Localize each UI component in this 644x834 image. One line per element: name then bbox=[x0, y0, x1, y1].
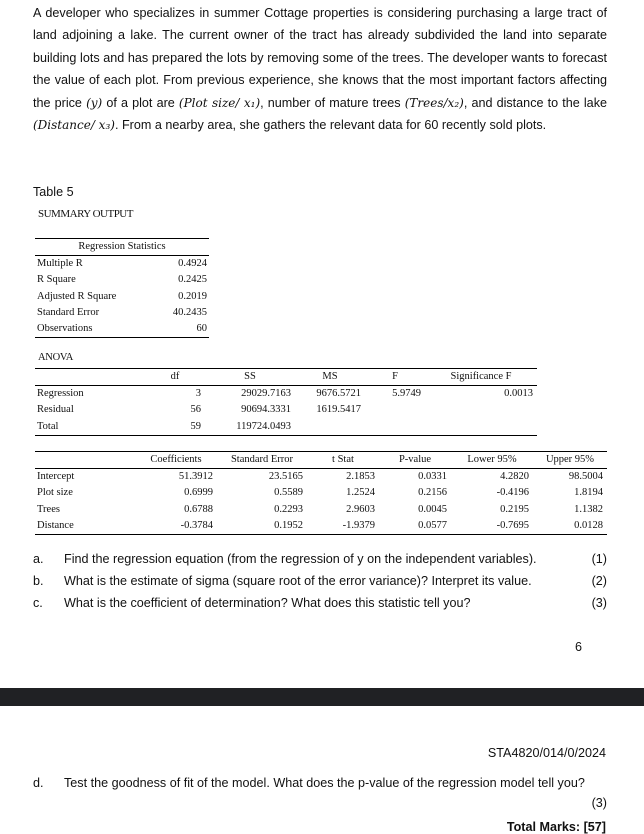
table-cell bbox=[425, 402, 537, 418]
question-text: What is the coefficient of determination? What does this statistic tell you? bbox=[64, 596, 471, 610]
question-mark: (3) bbox=[591, 796, 607, 810]
question-a bbox=[33, 548, 607, 570]
exam-page-2 bbox=[0, 706, 644, 834]
page-number: 6 bbox=[575, 640, 583, 654]
table-cell: -0.4196 bbox=[496, 487, 529, 499]
question-letter: c. bbox=[33, 596, 43, 610]
column-header: df bbox=[145, 369, 205, 386]
question-mark: (1) bbox=[591, 552, 607, 566]
question-text: Find the regression equation (from the regression of y on the independent variables). bbox=[64, 552, 537, 566]
column-header: SS bbox=[205, 369, 295, 386]
table-cell: 0.0128 bbox=[533, 518, 607, 535]
table-row bbox=[35, 469, 607, 486]
regression-statistics-header: Regression Statistics bbox=[35, 239, 209, 256]
question-letter: d. bbox=[33, 776, 44, 790]
regression-statistics-table bbox=[35, 238, 209, 338]
table-cell: 0.0331 bbox=[418, 471, 447, 483]
table-cell: Trees bbox=[37, 503, 60, 515]
table-cell: Distance bbox=[35, 518, 135, 535]
question-mark: (2) bbox=[591, 574, 607, 588]
column-header: MS bbox=[295, 369, 365, 386]
trees-symbol: (Trees/x₂) bbox=[404, 95, 464, 110]
question-text: What is the estimate of sigma (square root of the error variance)? Interpret its value. bbox=[64, 574, 532, 588]
table-cell: 0.0045 bbox=[418, 503, 447, 515]
anova-title: ANOVA bbox=[38, 352, 74, 363]
table-cell: 23.5165 bbox=[268, 471, 303, 483]
paper-code: STA4820/014/0/2024 bbox=[487, 746, 606, 760]
table-cell: 1.1382 bbox=[574, 503, 603, 515]
table-cell: 0.0013 bbox=[504, 388, 533, 400]
table-row bbox=[35, 402, 537, 418]
stat-label: Adjusted R Square bbox=[37, 290, 117, 302]
table-cell: 98.5004 bbox=[568, 471, 603, 483]
table-cell: 1619.5417 bbox=[316, 404, 361, 416]
table-cell: 0.6999 bbox=[184, 487, 213, 499]
table-cell: Plot size bbox=[37, 487, 73, 499]
table-row bbox=[35, 321, 209, 338]
question-b bbox=[33, 570, 607, 592]
table-cell: 2.1853 bbox=[346, 471, 375, 483]
stat-value: 0.2425 bbox=[178, 274, 207, 286]
table-cell: Intercept bbox=[37, 471, 75, 483]
column-header: F bbox=[365, 369, 425, 386]
intro-text-4: , and distance to the lake bbox=[463, 95, 607, 110]
table-cell: 9676.5721 bbox=[316, 388, 361, 400]
table-caption: Table 5 bbox=[33, 185, 74, 199]
table-cell: 0.1952 bbox=[217, 518, 307, 535]
intro-paragraph bbox=[33, 2, 607, 136]
column-header bbox=[35, 452, 135, 469]
page-separator bbox=[0, 688, 644, 706]
column-header: Coefficients bbox=[135, 452, 217, 469]
table-header-row bbox=[35, 369, 537, 386]
table-cell: 0.2293 bbox=[274, 503, 303, 515]
table-cell: -0.7695 bbox=[451, 518, 533, 535]
table-cell bbox=[425, 419, 537, 436]
distance-symbol: (Distance/ x₃) bbox=[33, 118, 115, 133]
stat-label: Standard Error bbox=[37, 306, 100, 318]
table-cell: 29029.7163 bbox=[241, 388, 291, 400]
table-row bbox=[35, 502, 607, 518]
table-cell: Regression bbox=[37, 388, 84, 400]
table-cell: 0.2156 bbox=[418, 487, 447, 499]
table-cell bbox=[295, 419, 365, 436]
anova-table bbox=[35, 368, 537, 436]
column-header: P-value bbox=[379, 452, 451, 469]
table-cell: 119724.0493 bbox=[205, 419, 295, 436]
column-header: t Stat bbox=[307, 452, 379, 469]
intro-text-3: , number of mature trees bbox=[260, 95, 405, 110]
table-cell: -1.9379 bbox=[307, 518, 379, 535]
table-cell: -0.3784 bbox=[135, 518, 217, 535]
table-row bbox=[35, 305, 209, 321]
table-row bbox=[35, 256, 209, 273]
stat-value: 0.2019 bbox=[178, 290, 207, 302]
intro-text-5: . From a nearby area, she gathers the relevant data for 60 recently sold plots. bbox=[114, 118, 547, 133]
stat-label: R Square bbox=[37, 274, 76, 286]
column-header: Upper 95% bbox=[533, 452, 607, 469]
table-cell: 0.0577 bbox=[379, 518, 451, 535]
questions-list bbox=[33, 548, 607, 614]
table-cell: 0.6788 bbox=[184, 503, 213, 515]
table-cell: 0.2195 bbox=[500, 503, 529, 515]
total-marks: Total Marks: [57] bbox=[506, 820, 606, 834]
table-header-row bbox=[35, 452, 607, 469]
column-header: Lower 95% bbox=[451, 452, 533, 469]
stat-value: 0.4924 bbox=[178, 258, 207, 270]
intro-text-1: A developer who specializes in summer Cottage properties is considering purchasing a large tract of land adjoining a lake. The current owner of the tract has already subdivided the land into separate building lots and has prepared the lots by removing some of the trees. The developer wants to forecast the value of each plot. From previous experience, she knows that the most important factors affecting the price bbox=[33, 6, 607, 110]
question-mark: (3) bbox=[591, 596, 607, 610]
table-row bbox=[35, 518, 607, 535]
column-header bbox=[35, 369, 145, 386]
table-cell: 51.3912 bbox=[178, 471, 213, 483]
stat-value: 40.2435 bbox=[172, 306, 207, 318]
price-symbol: (y) bbox=[86, 95, 103, 110]
intro-text-2: of a plot are bbox=[102, 95, 179, 110]
question-text: Test the goodness of fit of the model. What does the p-value of the regression model tell you? bbox=[64, 776, 585, 790]
table-cell bbox=[365, 419, 425, 436]
stat-label: Observations bbox=[35, 321, 155, 338]
table-row bbox=[35, 272, 209, 288]
table-cell: 0.5589 bbox=[274, 487, 303, 499]
question-c bbox=[33, 592, 607, 614]
table-cell: Total bbox=[35, 419, 145, 436]
table-row bbox=[35, 386, 537, 403]
table-cell: 2.9603 bbox=[346, 503, 375, 515]
question-letter: b. bbox=[33, 574, 44, 588]
table-cell bbox=[365, 402, 425, 418]
column-header: Standard Error bbox=[217, 452, 307, 469]
table-cell: 4.2820 bbox=[500, 471, 529, 483]
question-letter: a. bbox=[33, 552, 44, 566]
table-cell: 1.8194 bbox=[574, 487, 603, 499]
stat-value: 60 bbox=[155, 321, 209, 338]
table-row bbox=[35, 289, 209, 305]
table-row bbox=[35, 485, 607, 501]
plot-size-symbol: (Plot size/ x₁) bbox=[178, 95, 261, 110]
table-cell: 56 bbox=[190, 404, 201, 416]
table-cell: 1.2524 bbox=[346, 487, 375, 499]
table-cell: 59 bbox=[145, 419, 205, 436]
summary-output-title: SUMMARY OUTPUT bbox=[38, 208, 133, 220]
table-row bbox=[35, 419, 537, 436]
table-cell: 5.9749 bbox=[392, 388, 421, 400]
table-cell: Residual bbox=[37, 404, 74, 416]
column-header: Significance F bbox=[425, 369, 537, 386]
table-cell: 3 bbox=[195, 388, 201, 400]
coefficients-table bbox=[35, 451, 607, 535]
table-cell: 90694.3331 bbox=[241, 404, 291, 416]
stat-label: Multiple R bbox=[37, 258, 83, 270]
